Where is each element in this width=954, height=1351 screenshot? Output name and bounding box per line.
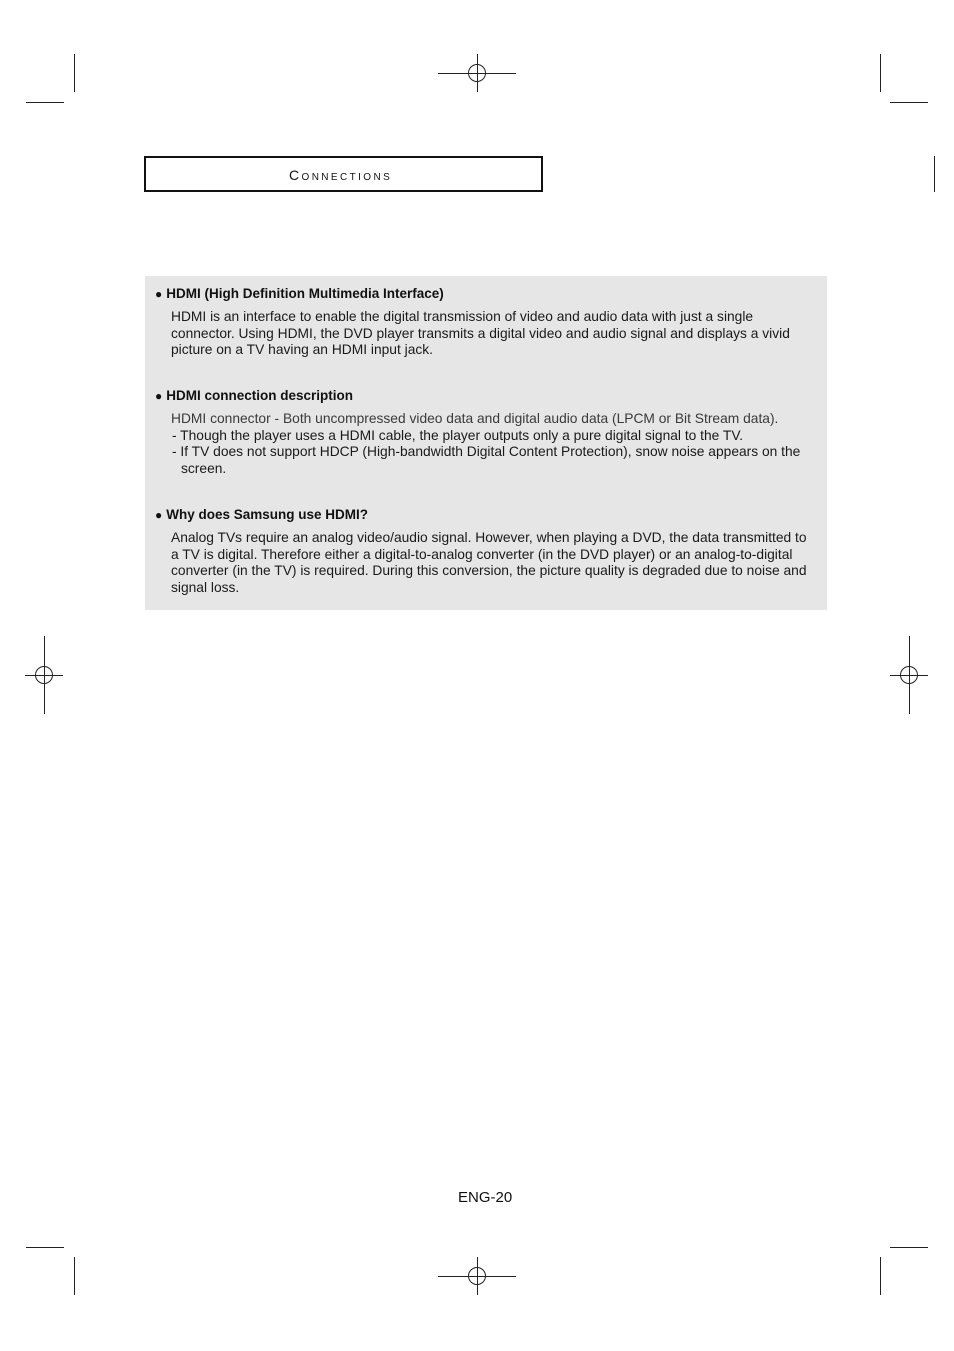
registration-circle xyxy=(468,64,486,82)
crop-mark xyxy=(74,1257,75,1295)
crop-mark xyxy=(26,1247,64,1248)
section-body: HDMI connector - Both uncompressed video data and digital audio data (LPCM or Bit Stream data). xyxy=(171,411,779,426)
section-heading: ● HDMI (High Definition Multimedia Interface) xyxy=(155,286,444,301)
info-panel xyxy=(145,276,827,610)
crop-mark xyxy=(890,1247,928,1248)
section-body: Analog TVs require an analog video/audio signal. However, when playing a DVD, the data transmitted to a TV is digital. Therefore either a digital-to-analog converter (in the DVD player) or an analog-to-digital converter (in the TV) is required. During this conversion, the picture quality is degraded due to noise and signal loss. xyxy=(171,530,807,595)
section-title: Connections xyxy=(289,167,393,183)
list-item: - Though the player uses a HDMI cable, the player outputs only a pure digital signal to the TV. xyxy=(172,427,744,443)
crop-mark xyxy=(880,1257,881,1295)
section-heading: ● Why does Samsung use HDMI? xyxy=(155,507,369,522)
registration-circle xyxy=(468,1267,486,1285)
crop-mark xyxy=(880,54,881,92)
section-header xyxy=(144,156,543,192)
section-heading: ● HDMI connection description xyxy=(155,388,354,403)
bullet-icon: ● xyxy=(155,389,163,403)
bullet-icon: ● xyxy=(155,287,163,301)
list-item: - If TV does not support HDCP (High-bandwidth Digital Content Protection), snow noise appears on the screen. xyxy=(172,444,801,476)
section-body: HDMI is an interface to enable the digital transmission of video and audio data with just a single connector. Using HDMI, the DVD player transmits a digital video and audio signal and displays a vivid picture on a TV having an HDMI input jack. xyxy=(171,309,790,357)
info-section-connection-description xyxy=(155,388,817,477)
page-number: ENG-20 xyxy=(458,1189,513,1206)
crop-mark xyxy=(934,156,935,192)
info-section-hdmi-definition xyxy=(155,286,817,359)
info-section-why-samsung xyxy=(155,507,817,596)
crop-mark xyxy=(74,54,75,92)
crop-mark xyxy=(26,102,64,103)
crop-mark xyxy=(890,102,928,103)
registration-circle xyxy=(35,666,53,684)
registration-circle xyxy=(900,666,918,684)
bullet-icon: ● xyxy=(155,508,163,522)
